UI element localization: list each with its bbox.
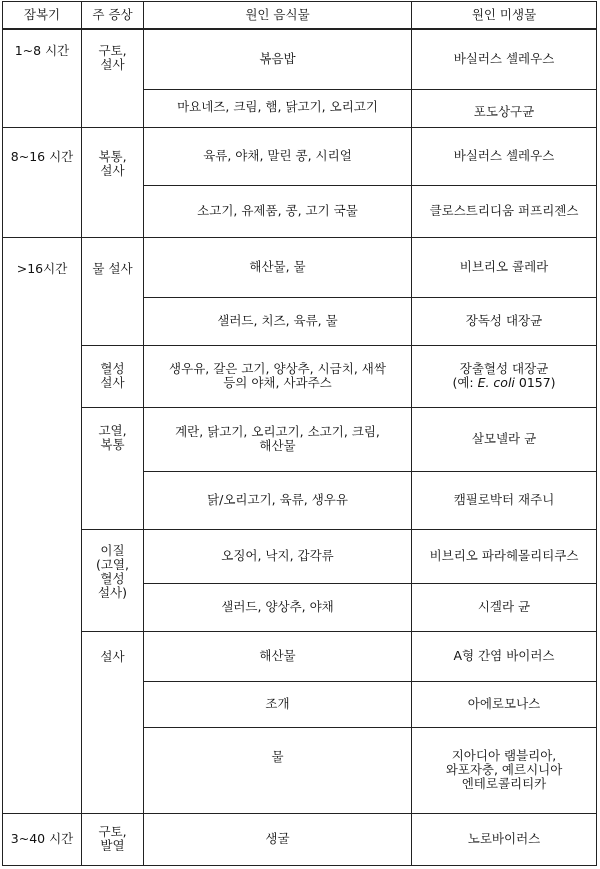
food-cell: 물 [144,727,412,813]
microbe-example-note [415,376,593,390]
table-row [3,29,597,89]
microbe-cell: 비브리오 콜레라 [412,237,597,297]
food-cell: 오징어, 낙지, 갑각류 [144,529,412,583]
microbe-name: 장출혈성 대장균 [459,361,549,376]
header-incubation: 잠복기 [3,2,82,30]
header-symptom: 주 증상 [82,2,144,30]
incubation-cell: 1~8 시간 [3,29,82,127]
symptom-cell: 구토, 설사 [82,29,144,127]
food-cell: 해산물, 물 [144,237,412,297]
foodborne-illness-table-container [2,1,596,866]
food-cell: 생우유, 갈은 고기, 양상추, 시금치, 새싹 등의 야채, 사과주스 [144,345,412,407]
symptom-cell: 이질 (고열, 혈성 설사) [82,529,144,631]
microbe-cell: 장독성 대장균 [412,297,597,345]
microbe-cell: 캠필로박터 재주니 [412,471,597,529]
table-row [3,237,597,297]
symptom-cell: 고열, 복통 [82,407,144,529]
foodborne-illness-table [2,1,597,866]
note-prefix: (예: [452,375,478,390]
symptom-cell: 물 설사 [82,237,144,345]
table-row [3,813,597,865]
note-italic-species: E. coli [477,375,515,390]
food-cell: 샐러드, 치즈, 육류, 물 [144,297,412,345]
table-row [3,529,597,583]
food-cell: 닭/오리고기, 육류, 생우유 [144,471,412,529]
food-cell: 생굴 [144,813,412,865]
incubation-cell: 3~40 시간 [3,813,82,865]
food-cell: 소고기, 유제품, 콩, 고기 국물 [144,185,412,237]
microbe-cell: 바실러스 셀레우스 [412,127,597,185]
microbe-cell: 시겔라 균 [412,583,597,631]
microbe-cell: A형 간염 바이러스 [412,631,597,681]
note-suffix: 0157) [514,375,556,390]
header-food: 원인 음식물 [144,2,412,30]
microbe-cell: 살모넬라 균 [412,407,597,471]
incubation-cell: 8~16 시간 [3,127,82,237]
food-cell: 마요네즈, 크림, 햄, 닭고기, 오리고기 [144,89,412,127]
food-cell: 해산물 [144,631,412,681]
table-row [3,407,597,471]
table-header-row [3,2,597,30]
food-cell: 샐러드, 양상추, 야채 [144,583,412,631]
symptom-cell: 혈성 설사 [82,345,144,407]
microbe-cell: 포도상구균 [412,89,597,127]
symptom-cell: 구토, 발열 [82,813,144,865]
microbe-cell [412,345,597,407]
food-cell: 계란, 닭고기, 오리고기, 소고기, 크림, 해산물 [144,407,412,471]
microbe-cell: 노로바이러스 [412,813,597,865]
microbe-cell: 아에로모나스 [412,681,597,727]
food-cell: 육류, 야채, 말린 콩, 시리얼 [144,127,412,185]
symptom-cell: 설사 [82,631,144,813]
table-row [3,127,597,185]
microbe-cell: 클로스트리디움 퍼프리젠스 [412,185,597,237]
header-microbe: 원인 미생물 [412,2,597,30]
microbe-cell: 비브리오 파라헤몰리티쿠스 [412,529,597,583]
table-row [3,345,597,407]
food-cell: 조개 [144,681,412,727]
table-row [3,631,597,681]
incubation-cell: >16시간 [3,237,82,813]
symptom-cell: 복통, 설사 [82,127,144,237]
food-cell: 볶음밥 [144,29,412,89]
microbe-cell: 바실러스 셀레우스 [412,29,597,89]
microbe-cell: 지아디아 램블리아, 와포자충, 예르시니아 엔테로콜리티카 [412,727,597,813]
